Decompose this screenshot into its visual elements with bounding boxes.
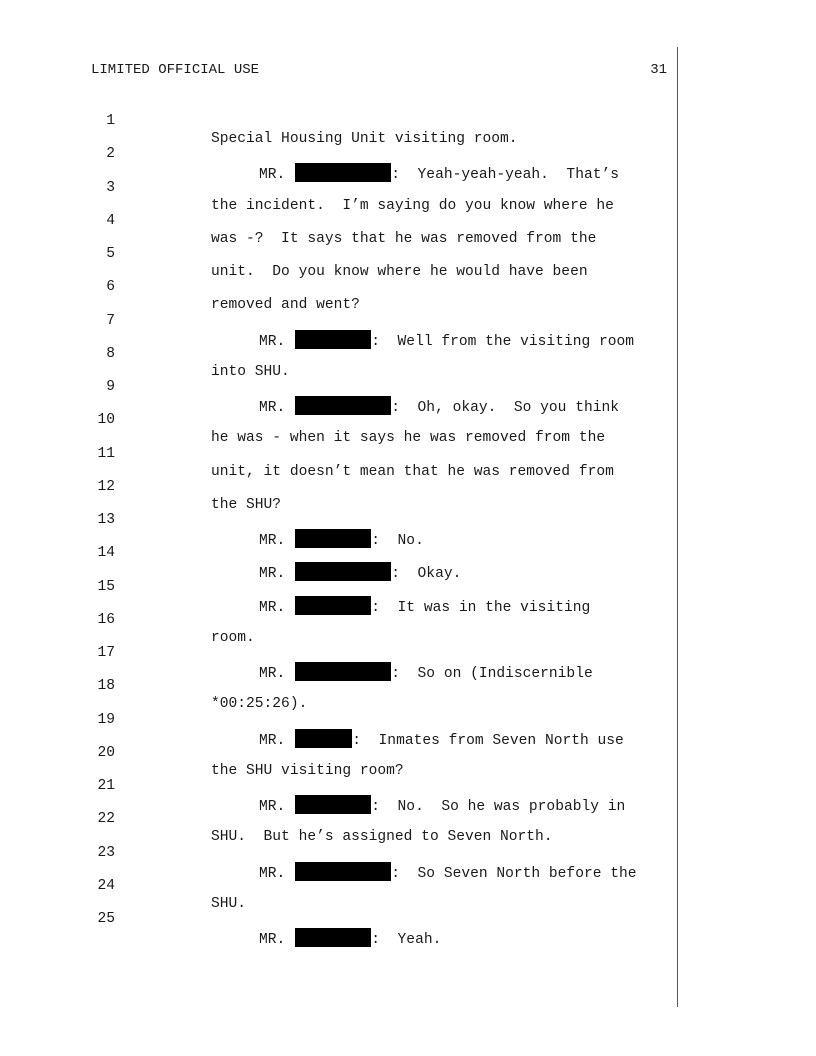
line-text-content: : Inmates from Seven North use: [352, 732, 624, 749]
speaker-title: MR.: [259, 533, 286, 549]
line-number: 13: [97, 512, 115, 528]
line-text-content: unit. Do you know where he would have been: [211, 264, 588, 280]
line-text-content: : So on (Indiscernible: [391, 666, 593, 682]
line-number: 22: [97, 811, 115, 828]
line-text-content: : Well from the visiting room: [371, 333, 635, 350]
page-number: 31: [650, 62, 667, 78]
line-text-content: *00:25:26).: [211, 696, 308, 713]
transcript-line: [0, 792, 816, 846]
speaker-title: MR.: [259, 799, 286, 815]
line-text-content: the incident. I’m saying do you know where he: [211, 197, 614, 214]
speaker-title: MR.: [259, 566, 286, 583]
transcript-line: [0, 626, 816, 682]
line-number: 21: [97, 778, 115, 794]
line-text-content: the SHU visiting room?: [211, 762, 404, 779]
transcript-line: [0, 94, 816, 147]
speaker-title: MR.: [259, 732, 286, 749]
transcript-line: [0, 260, 816, 314]
line-text: [259, 928, 441, 949]
line-number: 6: [106, 279, 115, 296]
speaker-title: MR.: [259, 666, 286, 682]
transcript-line: [0, 427, 816, 480]
line-number: 5: [106, 246, 115, 262]
transcript-line: [0, 693, 816, 749]
transcript-line: [0, 393, 816, 447]
line-number: 25: [97, 911, 115, 927]
speaker-title: MR.: [259, 333, 286, 350]
line-text-content: was -? It says that he was removed from the: [211, 230, 597, 247]
line-number: 12: [97, 478, 115, 495]
line-text-content: he was - when it says he was removed from the: [211, 430, 606, 447]
page-header: [91, 61, 667, 79]
line-number: 7: [106, 312, 115, 329]
line-number: 3: [106, 179, 115, 196]
line-text-content: : No. So he was probably in: [371, 799, 626, 815]
transcript-line: [0, 294, 816, 350]
line-number: 11: [97, 445, 115, 462]
speaker-title: MR.: [259, 932, 286, 948]
line-number: 18: [97, 678, 115, 695]
line-text-content: : It was in the visiting: [371, 599, 591, 616]
line-number: 19: [97, 711, 115, 728]
transcript-line: [0, 892, 816, 948]
speaker-title: MR.: [259, 865, 286, 882]
line-text-content: : No.: [371, 533, 424, 549]
speaker-title: MR.: [259, 599, 286, 616]
transcript-line: [0, 493, 816, 549]
line-number: 4: [106, 212, 115, 229]
transcript-line: [0, 127, 816, 184]
transcript-line: [0, 194, 816, 247]
line-text-content: unit, it doesn’t mean that he was removed from: [211, 463, 614, 480]
transcript-line: [0, 659, 816, 713]
transcript-line: [0, 227, 816, 280]
transcript-line: [0, 327, 816, 380]
transcript-line: [0, 759, 816, 815]
line-number: 10: [97, 412, 115, 429]
speaker-title: MR.: [259, 400, 286, 416]
line-number: 20: [97, 744, 115, 761]
line-text-content: : Yeah.: [371, 932, 442, 948]
transcript-line: [0, 859, 816, 912]
line-number: 14: [97, 545, 115, 562]
line-text-content: room.: [211, 629, 255, 646]
line-number: 9: [106, 379, 115, 395]
line-text-content: : So Seven North before the: [391, 865, 637, 882]
transcript-line: [0, 726, 816, 779]
line-text-content: : Yeah-yeah-yeah. That’s: [391, 167, 619, 184]
transcript-line: [0, 460, 816, 513]
line-text-content: SHU.: [211, 895, 247, 912]
line-number: 16: [97, 611, 115, 628]
line-text-content: : Oh, okay. So you think: [391, 400, 619, 416]
transcript-line: [0, 161, 816, 214]
line-number: 24: [97, 877, 115, 894]
line-number: 15: [97, 578, 115, 595]
transcript-line: [0, 360, 816, 416]
line-number: 2: [106, 146, 115, 163]
line-text-content: SHU. But he’s assigned to Seven North.: [211, 829, 553, 846]
line-number: 8: [106, 345, 115, 362]
line-text-content: Special Housing Unit visiting room.: [211, 131, 518, 147]
line-number: 17: [97, 645, 115, 661]
classification-label: LIMITED OFFICIAL USE: [91, 62, 260, 78]
speaker-title: MR.: [259, 167, 286, 184]
transcript-line: [0, 526, 816, 583]
transcript-line: [0, 593, 816, 646]
line-number: 23: [97, 844, 115, 861]
line-text-content: removed and went?: [211, 297, 360, 314]
transcript-line: [0, 826, 816, 882]
line-text-content: : Okay.: [391, 566, 462, 583]
line-text-content: the SHU?: [211, 496, 282, 513]
redaction-box: [295, 928, 371, 947]
transcript-line: [0, 560, 816, 616]
line-text-content: into SHU.: [211, 363, 290, 380]
transcript-body: [0, 94, 816, 948]
line-number: 1: [106, 113, 115, 129]
